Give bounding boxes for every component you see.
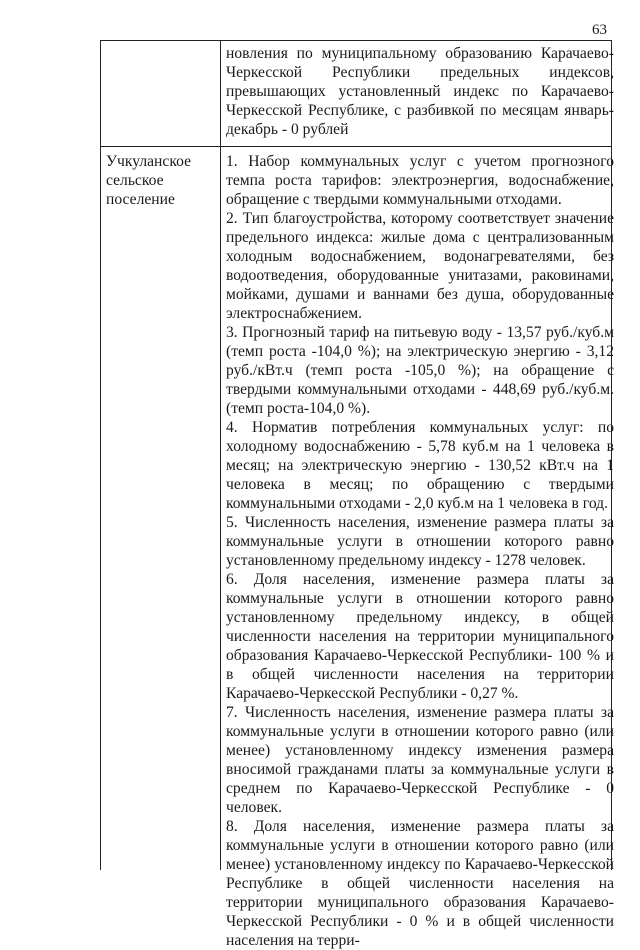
continuation-cell [226, 44, 614, 139]
table-border-left [100, 40, 101, 870]
list-item: 2. Тип благоустройства, которому соответствует значение предельного индекса: жилые дома с централизованным холодным водоснабжением, водонагревателями, без водоотведения, оборудованные унитазами, раковинами, мойками, душами и ваннами без душа, оборудованные электроснабжением. [226, 210, 614, 322]
table-row-divider [100, 146, 612, 147]
list-item: 5. Численность населения, изменение размера платы за коммунальные услуги в отношении которого равно установленному предельному индексу - 1278 человек. [226, 514, 614, 569]
list-item: 4. Норматив потребления коммунальных услуг: по холодному водоснабжению - 5,78 куб.м на 1 человека в месяц; на электрическую энергию - 130,52 кВт.ч на 1 человека в месяц; по обращению с твердыми коммунальными отходами - 2,0 куб.м на 1 человека в год. [226, 419, 614, 512]
list-item: 6. Доля населения, изменение размера платы за коммунальные услуги в отношении которого равно установленному предельному индексу, в общей численности населения на территории муниципального образования Карачаево-Черкесской Республики- 100 % и в общей численности населения на территории Карачаево-Черкесской Республики - 0,27 %. [226, 571, 614, 702]
continuation-text: новления по муниципальному образованию Карачаево-Черкесской Республики предельных индексов, превышающих установленный индекс по Карачаево-Черкесской Республике, с разбивкой по месяцам январь-декабрь - 0 рублей [226, 45, 614, 138]
list-item: 3. Прогнозный тариф на питьевую воду - 13,57 руб./куб.м (темп роста -104,0 %); на электрическую энергию - 3,12 руб./кВт.ч (темп роста -105,0 %); на обращение с твердыми коммунальными отходами - 448,69 руб./куб.м. (темп роста-104,0 %). [226, 324, 614, 417]
settlement-details [226, 152, 614, 950]
page-number: 63 [592, 22, 607, 38]
table-border-top [100, 40, 612, 41]
list-item: 7. Численность населения, изменение размера платы за коммунальные услуги в отношении которого равно (или менее) установленному индексу изменения размера вносимой гражданами платы за коммунальные услуги в среднем по Карачаево-Черкесской Республике - 0 человек. [226, 704, 614, 816]
document-table [100, 40, 614, 949]
list-item: 8. Доля населения, изменение размера платы за коммунальные услуги в отношении которого равно (или менее) установленному индексу по Карачаево-Черкесской Республике в общей численности населения на территории муниципального образования Карачаево-Черкесской Республики - 0 % и в общей численности населения на терри- [226, 818, 614, 949]
table-column-divider [220, 40, 221, 870]
settlement-name: Учкуланское сельское поселение [106, 153, 192, 208]
list-item: 1. Набор коммунальных услуг с учетом прогнозного темпа роста тарифов: электроэнергия, водоснабжение, обращение с твердыми коммунальными отходами. [226, 153, 614, 208]
